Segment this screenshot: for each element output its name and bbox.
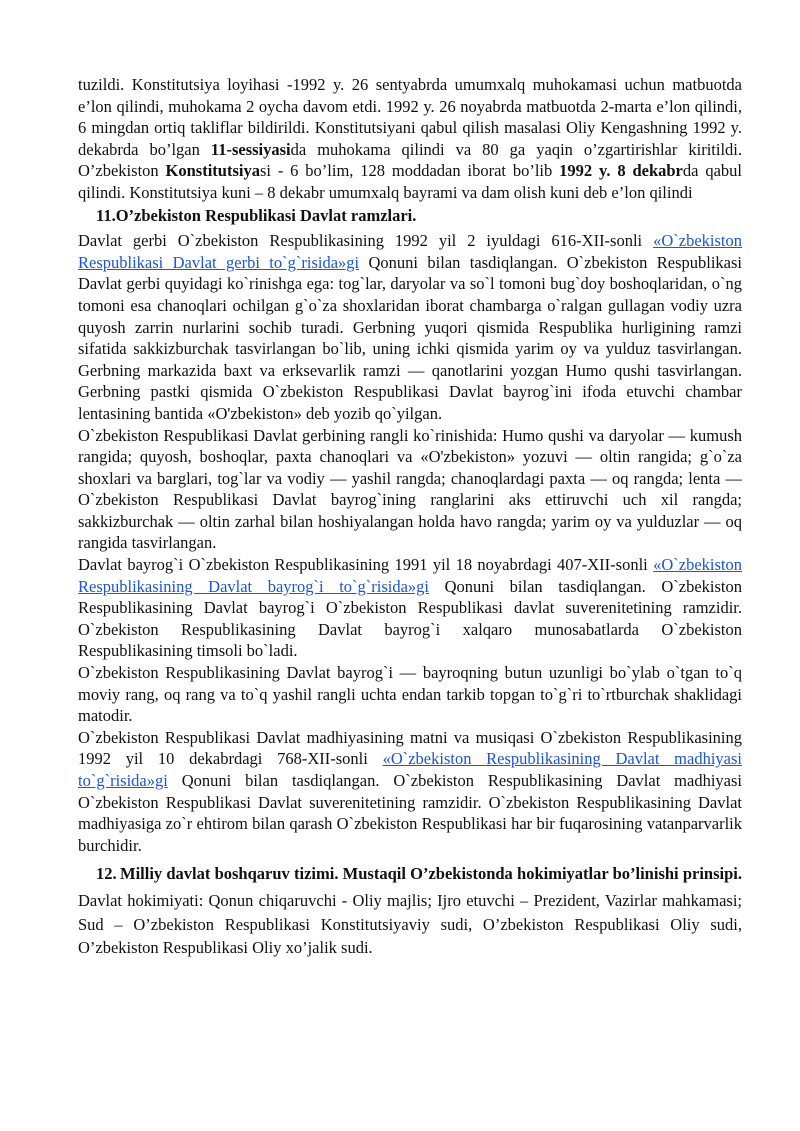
- document-body: [78, 74, 742, 960]
- law-link-anthem[interactable]: «O`zbekiston Respublikasining Davlat madhiyasi to`g`risida»gi: [78, 749, 743, 790]
- text-run: Davlat gerbi O`zbekiston Respublikasining 1992 yil 2 iyuldagi 616-XII-sonli: [78, 231, 654, 251]
- text-run: tuzildi. Konstitutsiya loyihasi -1992 y. 26 sentyabrda umumxalq muhokamasi uchun matbuotda e’lon qilindi, muhokama 2 oycha davom etdi. 1992 y. 26 noyabrda matbuotda 2-marta e’lon qilindi, 6 mingdan ortiq takliflar bildirildi. Konstitutsiyani qabul qilish masalasi Oliy Kengashning 1992 y. dekabrda bo’lgan: [78, 75, 742, 159]
- heading-state-symbols: 11.O’zbekiston Respublikasi Davlat ramzlari.: [96, 205, 417, 225]
- text-run: O`zbekiston Respublikasi Davlat madhiyasining matni va musiqasi O`zbekiston Respublikasining 1992 yil 10 dekabrdagi 768-XII-sonli: [78, 727, 742, 769]
- paragraph-coat-of-arms: [78, 230, 742, 424]
- paragraph-state-power: Davlat hokimiyati: Qonun chiqaruvchi - Oliy majlis; Ijro etuvchi – Prezident, Vazirlar mahkamasi; Sud – O’zbekiston Respublikasi Konstitutsiyaviy sudi, O’zbekiston Respublikasi Oliy sudi, O’zbekiston Respublikasi Oliy xo’jalik sudi.: [78, 891, 742, 958]
- section-state-power: [78, 889, 742, 960]
- law-link-coat-of-arms[interactable]: «O`zbekiston Respublikasi Davlat gerbi to`g`risida»gi: [78, 231, 742, 272]
- heading-governance-system: [78, 862, 742, 885]
- text-run: Qonuni bilan tasdiqlangan. O`zbekiston Respublikasining Davlat madhiyasi O`zbekiston Respublikasi Davlat suverenitetining ramzidir. O`zbekiston Respublikasining Davlat madhiyasiga zo`r ehtirom bilan qarash O`zbekiston Respublikasi har bir fuqarosining vatanparvarlik burchidir.: [78, 771, 742, 855]
- law-link-flag[interactable]: «O`zbekiston Respublikasining Davlat bayrog`i to`g`risida»gi: [78, 555, 742, 596]
- text-run: Davlat bayrog`i O`zbekiston Respublikasining 1991 yil 18 noyabrdagi 407-XII-sonli: [78, 555, 654, 575]
- heading-number: 12.: [96, 864, 117, 884]
- heading-line: [78, 862, 742, 885]
- heading-text: Milliy davlat boshqaruv tizimi. Mustaqil O’zbekistonda hokimiyatlar bo’linishi prinsipi.: [120, 864, 742, 884]
- paragraph-constitution-adoption: [78, 74, 742, 204]
- paragraph-coat-of-arms-colors: O`zbekiston Respublikasi Davlat gerbining rangli ko`rinishida: Humo qushi va daryolar — kumush rangida; quyosh, boshoqlar, paxta chanoqlari va «O'zbekiston» yozuvi — oltin rangida; g`o`za shoxlari va barglari, tog`lar va vodiy — yashil rangda; chanoqlardagi paxta — oq rangda; lenta — O`zbekiston Respublikasi Davlat bayrog`ining ranglarini aks ettiruvchi uch xil rangda; sakkizburchak — oltin zarhal bilan hoshiyalangan holda havo rangda; yarim oy va yulduzlar — oq rangida tasvirlangan.: [78, 425, 742, 553]
- text-run: Qonuni bilan tasdiqlangan. O`zbekiston Respublikasi Davlat gerbi quyidagi ko`rinishga ega: tog`lar, daryolar va so`l tomoni bug`doy boshoqlaridan, o`ng tomoni esa chanoqlari ochilgan g`o`za shoxlaridan iborat chambarga o`ralgan gullagan vodiy uzra quyosh zarrin nurlarini sochib turadi. Gerbning yuqori qismida Respublika hurligining ramzi sifatida sakkizburchak tasvirlangan bo`lib, uning ichki qismida yarim oy va yulduz tasvirlangan. Gerbning markazida baxt va erksevarlik ramzi — qanotlarini yozgan Humo qushi tasvirlangan. Gerbning pastki qismida O`zbekiston Respublikasi Davlat bayrog`ini ifoda etuvchi chambar lentasining bantida «O'zbekiston» deb yozib qo`yilgan.: [78, 252, 742, 423]
- text-run: si - 6 bo’lim, 128 moddadan iborat bo’lib: [259, 161, 560, 181]
- paragraph-flag-description: O`zbekiston Respublikasining Davlat bayrog`i — bayroqning butun uzunligi bo`ylab o`tgan to`q moviy rang, oq rang va to`q yashil rangli uchta endan tarkib topgan to`g`ri to`rtburchak shaklidagi matodir.: [78, 663, 742, 726]
- bold-constitution: Konstitutsiya: [165, 161, 260, 181]
- text-run: da qabul qilindi. Konstitutsiya kuni – 8 dekabr umumxalq bayrami va dam olish kuni deb e’lon qilindi: [78, 161, 742, 202]
- text-run: da muhokama qilindi va 80 ga yaqin o’zgartirishlar kiritildi. O’zbekiston: [78, 139, 742, 181]
- paragraph-anthem: [78, 727, 742, 857]
- paragraph-flag: [78, 554, 742, 662]
- text-run: Qonuni bilan tasdiqlangan. O`zbekiston Respublikasining Davlat bayrog`i O`zbekiston Respublikasi davlat suverenitetining ramzidir. O`zbekiston Respublikasining Davlat bayrog`i xalqaro munosabatlarda O`zbekiston Respublikasining timsoli bo`ladi.: [78, 576, 742, 661]
- bold-date: 1992 y. 8 dekabr: [559, 161, 683, 181]
- bold-session: 11-sessiyasi: [210, 139, 291, 159]
